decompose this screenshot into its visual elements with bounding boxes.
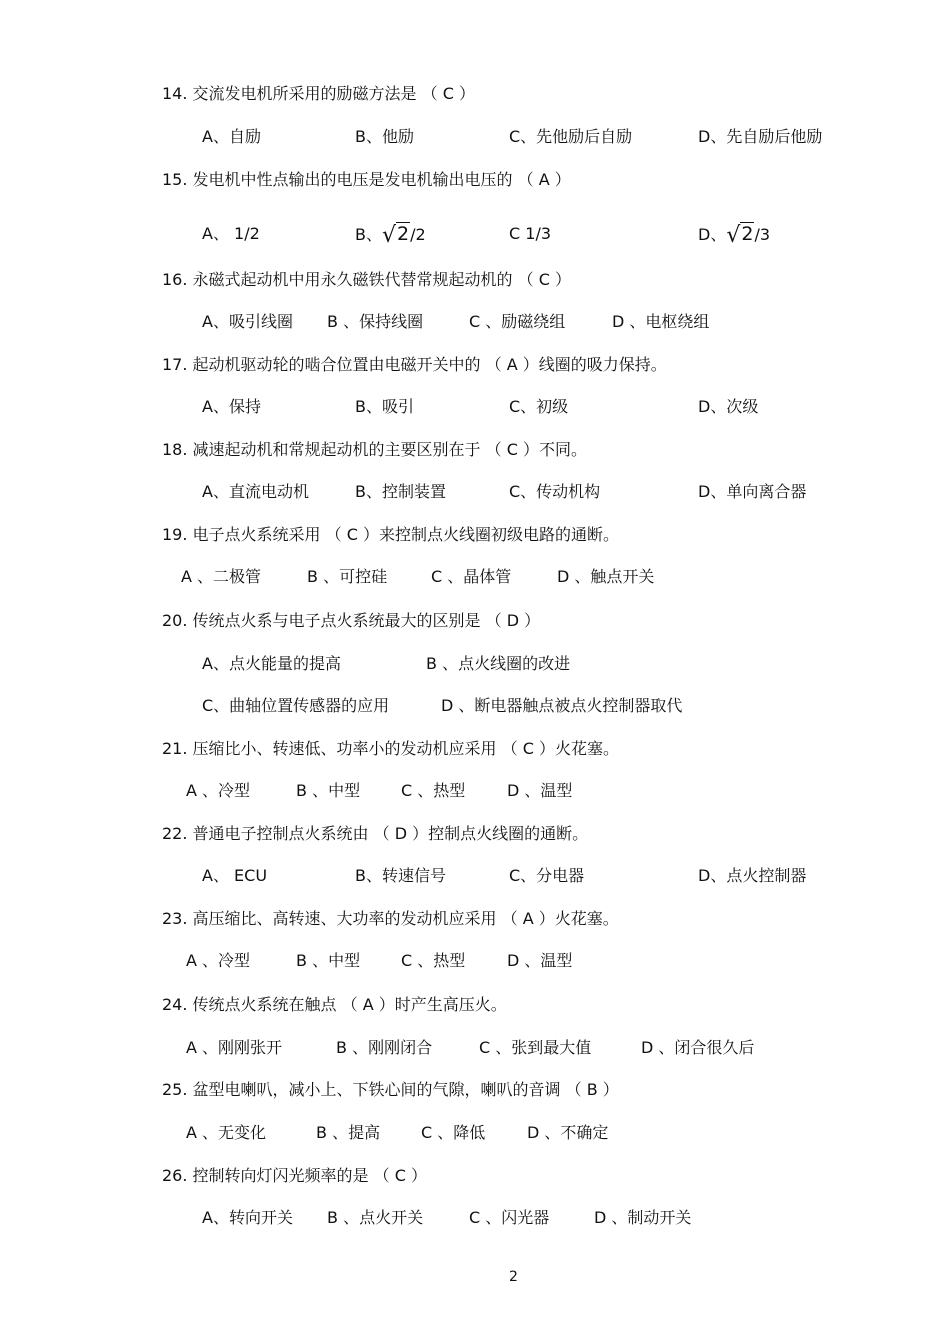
question-17: 17. 起动机驱动轮的啮合位置由电磁开关中的 （ A ）线圈的吸力保持。 bbox=[162, 355, 667, 374]
q26-option-c: C 、闪光器 bbox=[469, 1208, 550, 1227]
question-18: 18. 减速起动机和常规起动机的主要区别在于 （ C ）不同。 bbox=[162, 440, 587, 459]
q16-option-a: A、吸引线圈 bbox=[202, 312, 293, 331]
q20-option-c: C、曲轴位置传感器的应用 bbox=[202, 696, 390, 715]
q16-option-c: C 、励磁绕组 bbox=[469, 312, 566, 331]
sqrt-symbol: √2 bbox=[381, 223, 410, 248]
q19-option-c: C 、晶体管 bbox=[431, 567, 512, 586]
q26-option-d: D 、制动开关 bbox=[594, 1208, 692, 1227]
sqrt-symbol: √2 bbox=[726, 223, 754, 248]
q23-option-a: A 、冷型 bbox=[186, 951, 251, 970]
q15-option-c: C 1/3 bbox=[509, 224, 552, 243]
question-26: 26. 控制转向灯闪光频率的是 （ C ） bbox=[162, 1166, 427, 1185]
q22-option-b: B、转速信号 bbox=[355, 866, 446, 885]
q15-option-d: D、√2/3 bbox=[698, 223, 771, 248]
q22-option-c: C、分电器 bbox=[509, 866, 585, 885]
q25-option-b: B 、提高 bbox=[316, 1123, 381, 1142]
q14-option-c: C、先他励后自励 bbox=[509, 127, 633, 146]
question-20: 20. 传统点火系与电子点火系统最大的区别是 （ D ） bbox=[162, 611, 541, 630]
q14-option-b: B、他励 bbox=[355, 127, 414, 146]
q17-option-b: B、吸引 bbox=[355, 397, 414, 416]
q15-option-b: B、√2/2 bbox=[355, 223, 426, 248]
question-19: 19. 电子点火系统采用 （ C ）来控制点火线圈初级电路的通断。 bbox=[162, 525, 619, 544]
q21-option-a: A 、冷型 bbox=[186, 781, 251, 800]
q19-option-d: D 、触点开关 bbox=[557, 567, 655, 586]
q24-option-b: B 、刚刚闭合 bbox=[336, 1038, 433, 1057]
question-21: 21. 压缩比小、转速低、功率小的发动机应采用 （ C ）火花塞。 bbox=[162, 739, 619, 758]
q14-option-d: D、先自励后他励 bbox=[698, 127, 823, 146]
question-15: 15. 发电机中性点输出的电压是发电机输出电压的 （ A ） bbox=[162, 170, 571, 189]
q14-option-a: A、自励 bbox=[202, 127, 261, 146]
q23-option-c: C 、热型 bbox=[401, 951, 466, 970]
q21-option-d: D 、温型 bbox=[507, 781, 573, 800]
q23-option-b: B 、中型 bbox=[296, 951, 361, 970]
question-16: 16. 永磁式起动机中用永久磁铁代替常规起动机的 （ C ） bbox=[162, 270, 571, 289]
question-25: 25. 盆型电喇叭，减小上、下铁心间的气隙，喇叭的音调 （ B ） bbox=[162, 1080, 619, 1099]
q24-option-c: C 、张到最大值 bbox=[479, 1038, 592, 1057]
q23-option-d: D 、温型 bbox=[507, 951, 573, 970]
q17-option-a: A、保持 bbox=[202, 397, 261, 416]
q25-option-c: C 、降低 bbox=[421, 1123, 486, 1142]
q24-option-a: A 、刚刚张开 bbox=[186, 1038, 283, 1057]
q24-option-d: D 、闭合很久后 bbox=[641, 1038, 755, 1057]
q18-option-d: D、单向离合器 bbox=[698, 482, 807, 501]
q17-option-d: D、次级 bbox=[698, 397, 759, 416]
q21-option-b: B 、中型 bbox=[296, 781, 361, 800]
q16-option-d: D 、电枢绕组 bbox=[612, 312, 710, 331]
question-23: 23. 高压缩比、高转速、大功率的发动机应采用 （ A ）火花塞。 bbox=[162, 909, 619, 928]
q25-option-a: A 、无变化 bbox=[186, 1123, 267, 1142]
q25-option-d: D 、不确定 bbox=[527, 1123, 609, 1142]
q20-option-a: A、点火能量的提高 bbox=[202, 654, 341, 673]
q21-option-c: C 、热型 bbox=[401, 781, 466, 800]
q19-option-b: B 、可控硅 bbox=[307, 567, 388, 586]
question-22: 22. 普通电子控制点火系统由 （ D ）控制点火线圈的通断。 bbox=[162, 824, 589, 843]
q18-option-c: C、传动机构 bbox=[509, 482, 601, 501]
page-number: 2 bbox=[509, 1269, 518, 1285]
question-24: 24. 传统点火系统在触点 （ A ）时产生高压火。 bbox=[162, 995, 507, 1014]
q22-option-d: D、点火控制器 bbox=[698, 866, 807, 885]
q26-option-a: A、转向开关 bbox=[202, 1208, 293, 1227]
q20-option-b: B 、点火线圈的改进 bbox=[426, 654, 571, 673]
q17-option-c: C、初级 bbox=[509, 397, 569, 416]
q26-option-b: B 、点火开关 bbox=[327, 1208, 424, 1227]
question-14: 14. 交流发电机所采用的励磁方法是 （ C ） bbox=[162, 84, 475, 103]
q16-option-b: B 、保持线圈 bbox=[327, 312, 424, 331]
q22-option-a: A、 ECU bbox=[202, 866, 268, 885]
q19-option-a: A 、二极管 bbox=[181, 567, 262, 586]
q18-option-a: A、直流电动机 bbox=[202, 482, 309, 501]
q18-option-b: B、控制装置 bbox=[355, 482, 446, 501]
q15-option-a: A、 1/2 bbox=[202, 224, 260, 243]
q20-option-d: D 、断电器触点被点火控制器取代 bbox=[441, 696, 683, 715]
